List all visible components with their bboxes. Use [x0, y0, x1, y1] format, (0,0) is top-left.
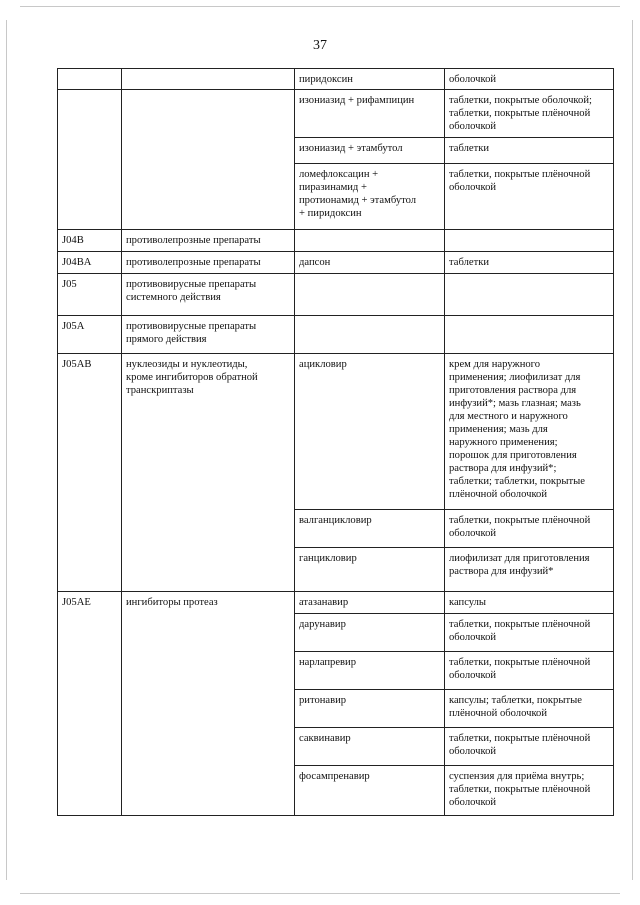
atc-code-cell: J05AB: [58, 354, 122, 592]
dosage-form-cell: таблетки: [445, 138, 614, 164]
atc-code-cell: J05A: [58, 316, 122, 354]
table-row: [58, 316, 614, 354]
dosage-form-cell: [445, 274, 614, 316]
dosage-form-cell: лиофилизат для приготовления раствора для инфузий*: [445, 548, 614, 592]
table-row: [58, 90, 614, 138]
scan-edge-bottom: [20, 893, 620, 894]
scan-edge-right: [632, 20, 633, 880]
group-cell: противолепрозные препараты: [122, 252, 295, 274]
atc-code-cell: J04B: [58, 230, 122, 252]
table-row: [58, 592, 614, 614]
drug-cell: атазанавир: [295, 592, 445, 614]
table-row: [58, 252, 614, 274]
dosage-form-cell: таблетки: [445, 252, 614, 274]
drug-cell: [295, 274, 445, 316]
dosage-form-cell: таблетки, покрытые плёночной оболочкой: [445, 652, 614, 690]
drug-cell: саквинавир: [295, 728, 445, 766]
drug-cell: изониазид + рифампицин: [295, 90, 445, 138]
drug-cell: [295, 316, 445, 354]
dosage-form-cell: таблетки, покрытые плёночной оболочкой: [445, 510, 614, 548]
dosage-form-cell: таблетки, покрытые плёночной оболочкой: [445, 728, 614, 766]
scan-edge-left: [6, 20, 7, 880]
dosage-form-cell: крем для наружного применения; лиофилизат для приготовления раствора для инфузий*; мазь глазная; мазь для местного и наружного применения; мазь для наружного применения; порошок для приготовления раствора для инфузий*; таблетки; таблетки, покрытые плёночной оболочкой: [445, 354, 614, 510]
drug-cell: ритонавир: [295, 690, 445, 728]
drug-table: [57, 68, 614, 816]
dosage-form-cell: таблетки, покрытые плёночной оболочкой: [445, 614, 614, 652]
group-cell: противовирусные препараты прямого действия: [122, 316, 295, 354]
group-cell: нуклеозиды и нуклеотиды, кроме ингибиторов обратной транскриптазы: [122, 354, 295, 592]
atc-code-cell: J05: [58, 274, 122, 316]
dosage-form-cell: [445, 230, 614, 252]
drug-cell: валганцикловир: [295, 510, 445, 548]
group-cell: [122, 69, 295, 90]
dosage-form-cell: суспензия для приёма внутрь; таблетки, покрытые плёночной оболочкой: [445, 766, 614, 816]
drug-cell: дапсон: [295, 252, 445, 274]
drug-cell: ацикловир: [295, 354, 445, 510]
dosage-form-cell: таблетки, покрытые оболочкой; таблетки, покрытые плёночной оболочкой: [445, 90, 614, 138]
atc-code-cell: J04BA: [58, 252, 122, 274]
dosage-form-cell: капсулы; таблетки, покрытые плёночной оболочкой: [445, 690, 614, 728]
dosage-form-cell: [445, 316, 614, 354]
drug-cell: фосампренавир: [295, 766, 445, 816]
drug-cell: пиридоксин: [295, 69, 445, 90]
group-cell: противовирусные препараты системного действия: [122, 274, 295, 316]
table-row: [58, 354, 614, 510]
drug-cell: изониазид + этамбутол: [295, 138, 445, 164]
atc-code-cell: [58, 69, 122, 90]
scan-edge-top: [20, 6, 620, 7]
dosage-form-cell: капсулы: [445, 592, 614, 614]
drug-cell: дарунавир: [295, 614, 445, 652]
dosage-form-cell: оболочкой: [445, 69, 614, 90]
drug-cell: ломефлоксацин + пиразинамид + протионамид + этамбутол + пиридоксин: [295, 164, 445, 230]
atc-code-cell: J05AE: [58, 592, 122, 816]
table-row: [58, 274, 614, 316]
dosage-form-cell: таблетки, покрытые плёночной оболочкой: [445, 164, 614, 230]
drug-cell: нарлапревир: [295, 652, 445, 690]
group-cell: [122, 90, 295, 230]
table-row: [58, 230, 614, 252]
page-number: 37: [313, 38, 327, 53]
group-cell: ингибиторы протеаз: [122, 592, 295, 816]
atc-code-cell: [58, 90, 122, 230]
group-cell: противолепрозные препараты: [122, 230, 295, 252]
table-row: [58, 69, 614, 90]
drug-cell: [295, 230, 445, 252]
drug-cell: ганцикловир: [295, 548, 445, 592]
